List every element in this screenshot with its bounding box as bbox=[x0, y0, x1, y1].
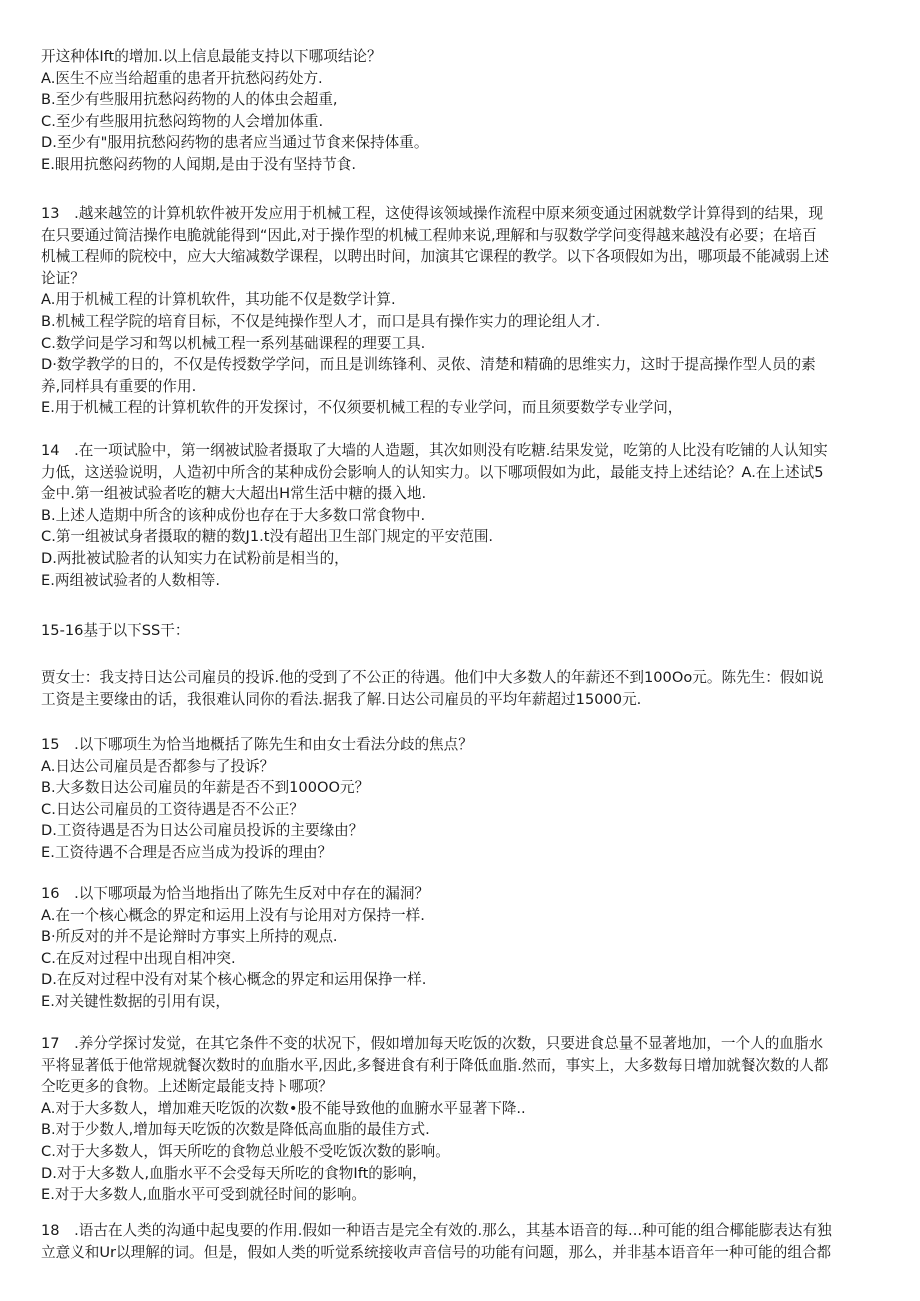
option-e: E.对于大多数人,血脂水平可受到就径时间的影响。 bbox=[41, 1186, 366, 1204]
question-12-continuation bbox=[41, 46, 881, 176]
option-d: D.对于大多数人,血脂水平不会受每天所吃的食物Ift的影响， bbox=[41, 1164, 427, 1182]
question-14 bbox=[41, 440, 881, 591]
option-c: C.第一组被试身者摄取的糖的数J1.t没有超出卫生部门规定的平安范围. bbox=[41, 528, 494, 546]
question-stem-line: 16 .以下哪项最为恰当地指出了陈先生反对中存在的漏洞？ bbox=[41, 885, 430, 902]
question-stem-line: 14 .在一项试脸中，第一纲被试脸者摄取了大墙的人造题，其次如则没有吃糖.结果发觉，吃第的人比没有吃铺的人认知实 bbox=[41, 442, 828, 459]
question-stem-line: 在只要通过简洁操作电脆就能得到“因此,对于操作型的机械工程帅来说,理解和与驭数学学问变得越来越没有必要；在培百 bbox=[41, 226, 817, 244]
option-c: C.至少有些服用抗愁闷筠物的人会增加体重. bbox=[41, 112, 324, 130]
question-stem-line: 13 .越来越笠的计算机软件被开发应用于机械工程，这使得该领域操作流程中原来须变通过困就数学计算得到的结果，现 bbox=[41, 205, 824, 222]
option-a: A.在一个核心概念的界定和运用上没有与论用对方保持一样. bbox=[41, 906, 425, 924]
option-a-continued: 金中.第一组被试验者吃的糖大大超出H常生活中糖的摄入地. bbox=[41, 485, 427, 503]
section-heading: 15-16基于以下SS干： bbox=[41, 622, 190, 639]
question-stem-line: 力低，这送验说明，人造初中所含的某种成份会影响人的认知实力。以下哪项假如为此，最能支持上述结论？A.在上述试5 bbox=[41, 463, 824, 481]
option-e: E.两组被试验者的人数相等. bbox=[41, 571, 221, 589]
option-b: B.对于少数人,增加每天吃饭的次数是降低高血脂的最佳方式. bbox=[41, 1121, 430, 1139]
question-stem-line: 开这种体Ift的增加.以上信息最能支持以下哪项结论？ bbox=[41, 48, 382, 65]
question-18 bbox=[41, 1220, 881, 1263]
option-d-continued: 养,同样具有重要的作用. bbox=[41, 377, 197, 395]
option-c: C.日达公司雇员的工资待遇是否不公正？ bbox=[41, 800, 304, 818]
question-stem-line: 17 .养分学探讨发觉，在其它条件不变的状况下，假如增加每天吃饭的次数，只要进食总量不显著地加，一个人的血脂水 bbox=[41, 1035, 824, 1052]
question-15-16-passage bbox=[41, 667, 881, 710]
question-16 bbox=[41, 883, 881, 1013]
option-d: D.工资待遇是否为日达公司雇员投诉的主要缘由？ bbox=[41, 822, 364, 840]
option-a: A.日达公司雇员是否都参与了投诉？ bbox=[41, 757, 275, 775]
question-stem-line: 论证？ bbox=[41, 269, 85, 287]
option-d: D.在反对过程中没有对某个核心概念的界定和运用保挣一样. bbox=[41, 971, 427, 989]
question-stem-line: 立意义和Ur以理解的词。但是，假如人类的听觉系统接收声音信号的功能有问题，那么，并非基本语音年一种可能的组合都 bbox=[41, 1243, 832, 1261]
option-a: A.对于大多数人，增加难天吃饭的次数•股不能导致他的血腑水平显著下降.. bbox=[41, 1099, 526, 1117]
question-stem-line: 平将显著低于他常规就餐次数时的血脂水平,因此,多餐进食有利于降低血脂.然而，事实上，大多数每日增加就餐次数的人都 bbox=[41, 1056, 829, 1074]
question-stem-line: 机械工程师的院校中，应大大缩减数学课程，以聘出时间，加演其它课程的教学。以下各项假如为出，哪项最不能减弱上述 bbox=[41, 248, 830, 266]
option-d: D.两批被试脸者的认知实力在试粉前是相当的， bbox=[41, 549, 349, 567]
option-e: E.用于机械工程的计算机软件的开发探讨，不仅须要机械工程的专业学问，而且须要数学专业学问， bbox=[41, 399, 683, 417]
option-c: C.对于大多数人，饵天所吃的食物总业般不受吃饭次数的影响。 bbox=[41, 1142, 450, 1160]
question-stem-line: 15 .以下哪项生为恰当地概括了陈先生和由女士看法分歧的焦点？ bbox=[41, 736, 473, 753]
option-b: B.机械工程学院的培育目标，不仅是纯操作型人才，而口是具有操作实力的理论组人才. bbox=[41, 312, 601, 330]
option-c: C.在反对过程中出现自相冲突. bbox=[41, 949, 236, 967]
question-17 bbox=[41, 1033, 881, 1206]
question-15-16-header bbox=[41, 620, 881, 642]
option-e: E.工资待遇不合理是否应当成为投诉的理由？ bbox=[41, 843, 333, 861]
option-b: B.上述人造期中所含的该种成份也存在于大多数口常食物中. bbox=[41, 506, 426, 524]
option-e: E.对关键性数据的引用有误， bbox=[41, 992, 230, 1010]
question-stem-line: 18 .语古在人类的沟通中起曳要的作用.假如一种语吉是完全有效的.那么，其基本语音的每...种可能的组合椰能膨表达有独 bbox=[41, 1222, 832, 1239]
question-13 bbox=[41, 203, 881, 419]
option-d: D.至少有"服用抗愁闷药物的患者应当通过节食来保持体重。 bbox=[41, 134, 429, 152]
option-a: A.医生不应当给超重的患者开抗愁闷药处方. bbox=[41, 69, 323, 87]
option-b: B·所反对的并不是论辩时方事实上所持的观点. bbox=[41, 928, 338, 946]
option-b: B.大多数日达公司雇员的年薪是否不到100OO元？ bbox=[41, 779, 370, 797]
question-15 bbox=[41, 734, 881, 864]
option-d: D·数学教学的日的，不仅是传授数学学问，而且是训练锋利、灵侬、清楚和精确的思维实力，这时于提高操作型人员的素 bbox=[41, 356, 816, 374]
option-e: E.眼用抗憋闷药物的人闻期,是由于没有坚持节食. bbox=[41, 155, 357, 173]
passage-line: 贾女士：我支持日达公司雇员的投诉.他的受到了不公正的待遇。他们中大多数人的年薪还不到100Oo元。陈先生：假如说 bbox=[41, 669, 824, 686]
question-stem-line: 仝吃更多的食物。上述断定最能支持ト哪项？ bbox=[41, 1078, 333, 1096]
passage-line: 工资是主要缘由的话，我很难认同你的看法.据我了解.日达公司雇员的平均年薪超过15000元. bbox=[41, 690, 642, 708]
option-b: B.至少有些服用抗愁闷药物的人的体虫会超重, bbox=[41, 91, 338, 109]
option-c: C.数学问是学习和驾以机械工程一系列基础课程的理要工具. bbox=[41, 334, 426, 352]
option-a: A.用于机械工程的计算机软件，其功能不仅是数学计算. bbox=[41, 291, 396, 309]
